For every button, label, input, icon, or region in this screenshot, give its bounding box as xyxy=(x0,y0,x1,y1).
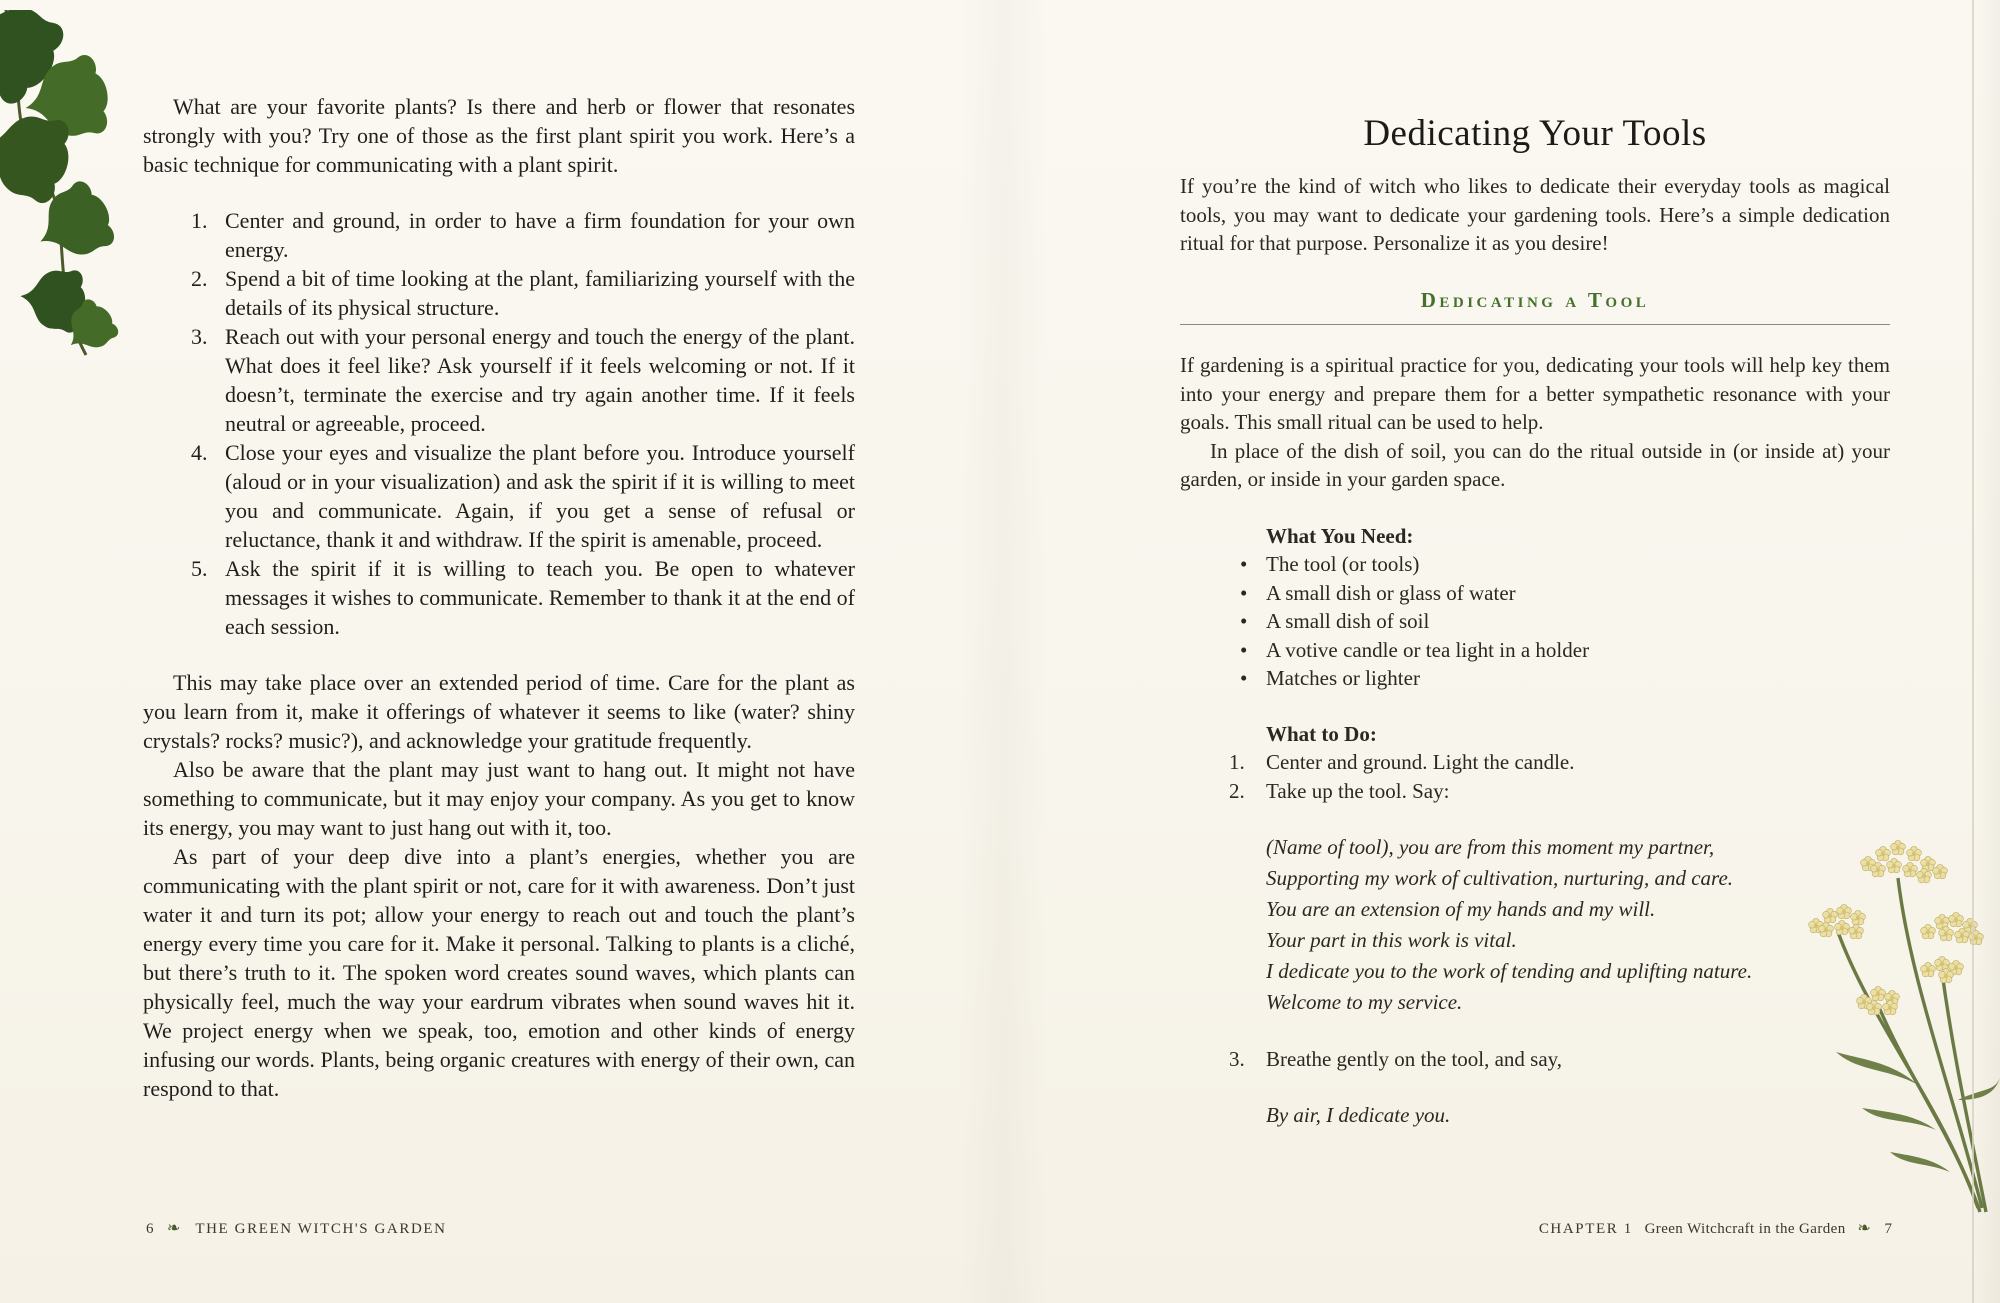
list-number: 3. xyxy=(191,324,208,349)
list-item xyxy=(191,322,855,438)
list-item xyxy=(1229,777,1890,806)
list-text: Matches or lighter xyxy=(1266,666,1420,690)
chapter-title: Green Witchcraft in the Garden xyxy=(1644,1221,1846,1237)
book-title: THE GREEN WITCH'S GARDEN xyxy=(195,1221,447,1237)
list-number: 2. xyxy=(1229,778,1245,803)
right-intro-paragraph: If you’re the kind of witch who likes to dedicate their everyday tools as magical tools, you may want to dedicate your gardening tools. Here’s a simple dedication ritual for that purpose. Personalize it as you desire! xyxy=(1180,174,1890,255)
dedication-chant xyxy=(1266,832,1890,1018)
chant-line: I dedicate you to the work of tending and uplifting nature. xyxy=(1266,959,1753,983)
chant-line: By air, I dedicate you. xyxy=(1266,1102,1451,1127)
bullet-icon: • xyxy=(1240,580,1248,605)
left-paragraph: Also be aware that the plant may just want to hang out. It might not have something to communicate, but it may enjoy your company. As you get to know its energy, you may want to just hang out with it, too. xyxy=(143,757,855,840)
chant-line: Welcome to my service. xyxy=(1266,990,1463,1014)
list-text: Spend a bit of time looking at the plant, familiarizing yourself with the details of its physical structure. xyxy=(225,266,855,320)
list-text: Take up the tool. Say: xyxy=(1266,778,1450,803)
left-page-footer xyxy=(146,1218,447,1238)
list-number: 2. xyxy=(191,266,208,291)
chant-line: (Name of tool), you are from this moment my partner, xyxy=(1266,835,1715,859)
list-text: Reach out with your personal energy and touch the energy of the plant. What does it feel like? Ask yourself if it feels welcoming or not. If it doesn’t, terminate the exercise and try again another time. If it feels neutral or agreeable, proceed. xyxy=(225,324,855,436)
right-paragraph: If gardening is a spiritual practice for you, dedicating your tools will help key them into your energy and prepare them for a better sympathetic resonance with your goals. This small ritual can be used to help. xyxy=(1180,353,1890,434)
section-heading: Dedicating a Tool xyxy=(1420,287,1650,312)
list-number: 5. xyxy=(191,556,208,581)
list-text: Close your eyes and visualize the plant before you. Introduce yourself (aloud or in your visualization) and ask the spirit if it is willing to meet you and communicate. Again, if you get a sense of refusal or reluctance, thank it and withdraw. If the spirit is amenable, proceed. xyxy=(225,440,855,552)
list-item xyxy=(1240,550,1890,579)
page-title: Dedicating Your Tools xyxy=(1363,113,1707,154)
list-number: 3. xyxy=(1229,1047,1245,1071)
chant-line: Supporting my work of cultivation, nurturing, and care. xyxy=(1266,866,1734,890)
list-item xyxy=(1240,579,1890,608)
list-text: A small dish or glass of water xyxy=(1266,580,1516,605)
list-text: The tool (or tools) xyxy=(1266,552,1420,576)
right-page-footer xyxy=(1180,1218,1892,1238)
list-number: 4. xyxy=(191,440,208,465)
list-number: 1. xyxy=(1229,750,1245,774)
bullet-icon: • xyxy=(1240,609,1248,633)
right-paragraph: In place of the dish of soil, you can do the ritual outside in (or inside at) your garden, or inside in your garden space. xyxy=(1180,438,1890,491)
section-rule xyxy=(1180,324,1890,325)
list-text: Center and ground. Light the candle. xyxy=(1266,750,1575,774)
list-item xyxy=(1240,664,1890,693)
page-edge-shading xyxy=(1974,0,2000,1303)
list-text: A small dish of soil xyxy=(1266,609,1430,633)
left-intro-paragraph: What are your favorite plants? Is there and herb or flower that resonates strongly with you? Try one of those as the first plant spirit you work. Here’s a basic technique for communicating with a plant spirit. xyxy=(143,94,855,177)
list-text: A votive candle or tea light in a holder xyxy=(1266,637,1590,662)
list-item xyxy=(1229,1045,1890,1074)
list-item xyxy=(1240,607,1890,636)
page-number: 7 xyxy=(1884,1221,1892,1237)
fleuron-ornament-icon: ❧ xyxy=(166,1220,181,1237)
what-to-do-label: What to Do: xyxy=(1266,721,1377,746)
left-paragraph: This may take place over an extended period of time. Care for the plant as you learn from it, make it offerings of whatever it seems to like (water? shiny crystals? rocks? music?), and acknowledge your gratitude frequently. xyxy=(143,670,855,753)
list-text: Ask the spirit if it is willing to teach you. Be open to whatever messages it wishes to communicate. Remember to thank it at the end of each session. xyxy=(225,556,855,639)
list-item xyxy=(191,206,855,264)
left-page-text-column xyxy=(143,92,855,1103)
page-number: 6 xyxy=(146,1221,154,1237)
list-item xyxy=(191,264,855,322)
plant-spirit-steps-list xyxy=(191,206,855,641)
chant-line: You are an extension of my hands and my will. xyxy=(1266,897,1656,921)
bullet-icon: • xyxy=(1240,552,1248,576)
page-gutter-shading xyxy=(958,0,1048,1303)
list-item xyxy=(191,554,855,641)
list-number: 1. xyxy=(191,208,208,233)
bullet-icon: • xyxy=(1240,637,1248,662)
list-text: Breathe gently on the tool, and say, xyxy=(1266,1047,1563,1071)
left-paragraph: As part of your deep dive into a plant’s energies, whether you are communicating with the plant spirit or not, care for it with awareness. Don’t just water it and turn its pot; allow your energy to reach out and touch the plant’s energy every time you care for it. Make it personal. Talking to plants is a cliché, but there’s truth to it. The spoken word creates sound waves, which plants can physically feel, much the way your eardrum vibrates when sound waves hit it. We project energy when we speak, too, emotion and other kinds of energy infusing our words. Plants, being organic creatures with energy of their own, can respond to that. xyxy=(143,844,855,1101)
chapter-label: CHAPTER 1 xyxy=(1538,1221,1633,1237)
bullet-icon: • xyxy=(1240,666,1248,690)
list-item xyxy=(191,438,855,554)
list-text: Center and ground, in order to have a firm foundation for your own energy. xyxy=(225,208,855,262)
fleuron-ornament-icon: ❧ xyxy=(1857,1220,1871,1237)
chant-line: Your part in this work is vital. xyxy=(1266,928,1517,952)
list-item xyxy=(1229,748,1890,777)
right-page-text-column xyxy=(1180,112,1890,1129)
list-item xyxy=(1240,636,1890,665)
what-you-need-label: What You Need: xyxy=(1266,523,1414,548)
